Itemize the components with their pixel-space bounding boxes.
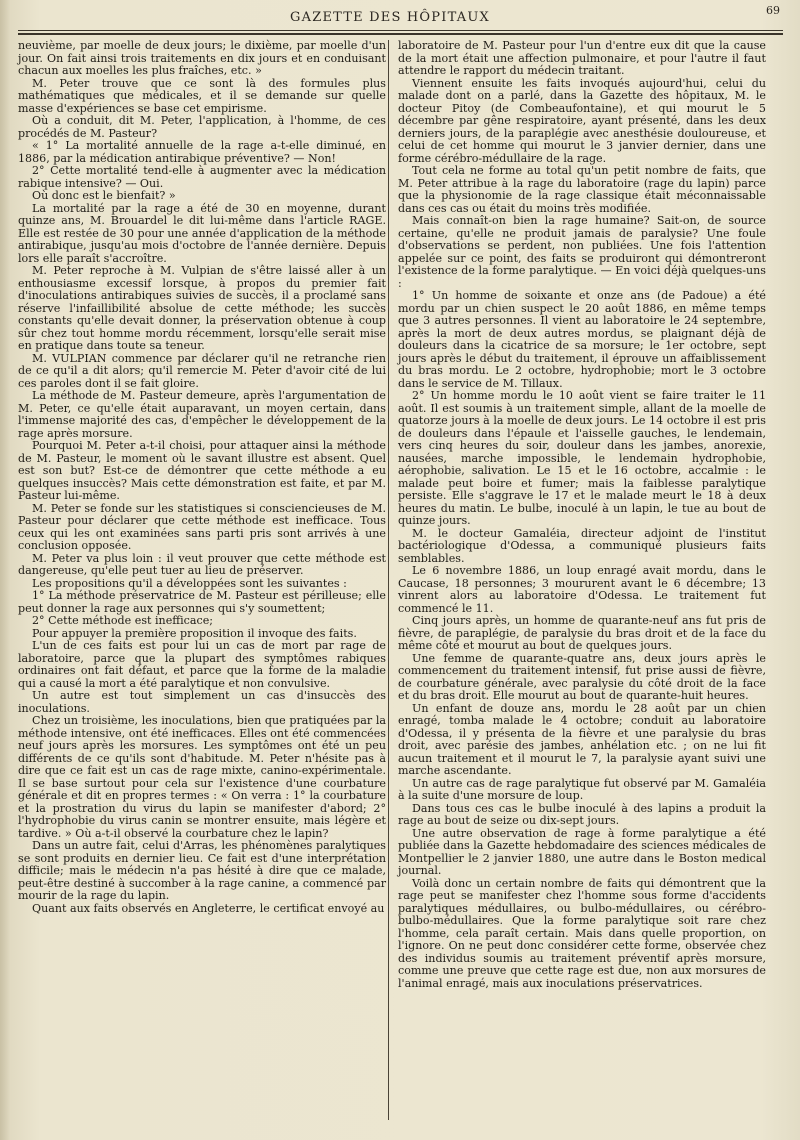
right-text-column	[398, 40, 766, 990]
paragraph: Chez un troisième, les inoculations, bien que pratiquées par la méthode intensive, ont été inefficaces. Elles ont été commencées neuf jours après les morsures. Les symptômes ont été un peu différents de ce qu'ils sont d'habitude. M. Peter n'hésite pas à dire que ce fait est un cas de rage mixte, canino-expérimentale. Il se base surtout pour cela sur l'existence d'une courbature générale et dit en propres termes : « On verra : 1° la courbature et la prostration du virus du lapin se manifester d'abord; 2° l'hydrophobie du virus canin se montrer ensuite, mais légère et tardive. » Où a-t-il observé la courbature chez le lapin?	[18, 714, 386, 840]
column-divider	[388, 40, 389, 1120]
paragraph: Cinq jours après, un homme de quarante-neuf ans fut pris de fièvre, de paraplégie, de paralysie du bras droit et de la face du même côté et mourut au bout de quelques jours.	[398, 614, 766, 652]
paragraph: Dans tous ces cas le bulbe inoculé à des lapins a produit la rage au bout de seize ou dix-sept jours.	[398, 801, 766, 827]
paragraph: 2° Cette méthode est inefficace;	[32, 614, 214, 627]
header-rule-thin	[18, 30, 783, 31]
paragraph: L'un de ces faits est pour lui un cas de mort par rage de laboratoire, parce que la plupart des symptômes rabiques ordinaires ont fait défaut, et parce que la forme de la maladie qui a causé la mort a été paralytique et non convulsive.	[18, 639, 386, 690]
header-rule-thick	[18, 33, 783, 35]
paragraph: Les propositions qu'il a développées sont les suivantes :	[32, 576, 347, 590]
paragraph: M. VULPIAN commence par déclarer qu'il ne retranche rien de ce qu'il a dit alors; qu'il remercie M. Peter d'avoir cité de lui ces paroles dont il se fait gloire.	[18, 351, 386, 390]
page-number: 69	[766, 4, 780, 17]
paragraph: 1° Un homme de soixante et onze ans (de Padoue) a été mordu par un chien suspect le 20 août 1886, en même temps que 3 autres personnes. Il vient au laboratoire le 24 septembre, après la mort de deux autres mordus, se plaignant déjà de douleurs dans la cicatrice de sa morsure; le 1er octobre, sept jours après le début du traitement, il éprouve un affaiblissement du bras mordu. Le 2 octobre, hydrophobie; mort le 3 octobre dans le service de M. Tillaux.	[398, 289, 766, 390]
paragraph: M. Peter trouve que ce sont là des formules plus mathématiques que médicales, et il se demande sur quelle masse d'expériences se base cet empirisme.	[18, 76, 386, 115]
paragraph: M. Peter reproche à M. Vulpian de s'être laissé aller à un enthousiasme excessif lorsque, à propos du premier fait d'inoculations antirabiques suivies de succès, il a proclamé sans réserve l'infaillibilité absolue de cette méthode; les succès constants qu'elle devait donner, la préservation obtenue à coup sûr chez tout homme mordu récemment, lorsqu'elle serait mise en pratique dans toute sa teneur.	[18, 264, 386, 352]
paragraph: 2° Un homme mordu le 10 août vient se faire traiter le 11 août. Il est soumis à un traitement simple, allant de la moelle de quatorze jours à la moelle de deux jours. Le 14 octobre il est pris de douleurs dans l'épaule et l'aisselle gauches, le lendemain, vers cinq heures du soir, douleur dans les jambes, anorexie, nausées, marche impossible, le lendemain hydrophobie, aérophobie, salivation. Le 15 et le 16 octobre, accalmie : le malade peut boire et fumer; mais la faiblesse paralytique persiste. Elle s'aggrave le 17 et le malade meurt le 18 à deux heures du matin. Le bulbe, inoculé à un lapin, le tue au bout de quinze jours.	[398, 389, 766, 527]
paragraph: Pour appuyer la première proposition il invoque des faits.	[32, 626, 357, 640]
paragraph: Une autre observation de rage à forme paralytique a été publiée dans la Gazette hebdomadaire des sciences médicales de Montpellier le 2 janvier 1880, une autre dans le Boston medical journal.	[398, 826, 766, 877]
paragraph: « 1° La mortalité annuelle de la rage a-t-elle diminué, en 1886, par la médication antirabique préventive? — Non!	[18, 139, 386, 165]
paragraph: Tout cela ne forme au total qu'un petit nombre de faits, que M. Peter attribue à la rage du laboratoire (rage du lapin) parce que la physionomie de la rage classique était méconnaissable dans ces cas ou était du moins très modifiée.	[398, 164, 766, 215]
paragraph: Voilà donc un certain nombre de faits qui démontrent que la rage peut se manifester chez l'homme sous forme d'accidents paralytiques médullaires, ou bulbo-médullaires, ou cérébro-bulbo-médullaires. Que la forme paralytique soit rare chez l'homme, cela paraît certain. Mais dans quelle proportion, on l'ignore. On ne peut donc considérer cette forme, observée chez des individus soumis au traitement préventif après morsure, comme une preuve que cette rage est due, non aux morsures de l'animal enragé, mais aux inoculations préservatrices.	[398, 876, 766, 990]
paragraph: Le 6 novembre 1886, un loup enragé avait mordu, dans le Caucase, 18 personnes; 3 moururent avant le 6 décembre; 13 vinrent alors au laboratoire d'Odessa. Le traitement fut commencé le 11.	[398, 564, 766, 615]
paragraph: M. Peter va plus loin : il veut prouver que cette méthode est dangereuse, qu'elle peut tuer au lieu de préserver.	[18, 551, 386, 577]
paragraph: 1° La méthode préservatrice de M. Pasteur est périlleuse; elle peut donner la rage aux personnes qui s'y soumettent;	[18, 589, 386, 615]
paragraph: M. le docteur Gamaléia, directeur adjoint de l'institut bactériologique d'Odessa, a communiqué plusieurs faits semblables.	[398, 526, 766, 565]
paragraph: Une femme de quarante-quatre ans, deux jours après le commencement du traitement intensif, fut prise aussi de fièvre, de courbature générale, avec paralysie du côté droit de la face et du bras droit. Elle mourut au bout de quarante-huit heures.	[398, 651, 766, 702]
paragraph: Où a conduit, dit M. Peter, l'application, à l'homme, de ces procédés de M. Pasteur?	[18, 114, 386, 140]
paragraph: Quant aux faits observés en Angleterre, le certificat envoyé au	[32, 901, 385, 915]
paragraph: Dans un autre fait, celui d'Arras, les phénomènes paralytiques se sont produits en dernier lieu. Ce fait est d'une interprétation difficile; mais le médecin n'a pas hésité à dire que ce malade, peut-être destiné à succomber à la rage canine, a commencé par mourir de la rage du lapin.	[18, 839, 386, 902]
paragraph: Où donc est le bienfait? »	[32, 189, 176, 202]
paragraph: laboratoire de M. Pasteur pour l'un d'entre eux dit que la cause de la mort était une affection pulmonaire, et pour l'autre il faut attendre le rapport du médecin traitant.	[398, 39, 766, 77]
paragraph: Un enfant de douze ans, mordu le 28 août par un chien enragé, tomba malade le 4 octobre; conduit au laboratoire d'Odessa, il y présenta de la fièvre et une paralysie du bras droit, avec parésie des jambes, anhélation etc. ; on ne lui fit aucun traitement et il mourut le 7, la paralysie ayant suivi une marche ascendante.	[398, 701, 766, 777]
paragraph: La mortalité par la rage a été de 30 en moyenne, durant quinze ans, M. Brouardel le dit lui-même dans l'article RAGE. Elle est restée de 30 pour une année d'application de la méthode antirabique, jusqu'au mois d'octobre de l'année dernière. Depuis lors elle paraît s'accroître.	[18, 201, 386, 265]
paragraph: 2° Cette mortalité tend-elle à augmenter avec la médication rabique intensive? — Oui.	[18, 164, 386, 190]
running-title: GAZETTE DES HÔPITAUX	[290, 10, 490, 25]
paragraph: neuvième, par moelle de deux jours; le dixième, par moelle d'un jour. On fait ainsi trois traitements en dix jours et en conduisant chacun aux moelles les plus fraîches, etc. »	[18, 39, 386, 77]
paragraph: Pourquoi M. Peter a-t-il choisi, pour attaquer ainsi la méthode de M. Pasteur, le moment où le savant illustre est absent. Quel est son but? Est-ce de démontrer que cette méthode a eu quelques insuccès? Mais cette démonstration est faite, et par M. Pasteur lui-même.	[18, 439, 386, 502]
left-text-column	[18, 40, 386, 915]
paragraph: Viennent ensuite les faits invoqués aujourd'hui, celui du malade dont on a parlé, dans la Gazette des hôpitaux, M. le docteur Pitoy (de Combeaufontaine), et qui mourut le 5 décembre par gêne respiratoire, ayant présenté, dans les deux derniers jours, de la paraplégie avec anesthésie douloureuse, et celui de cet homme qui mourut le 3 janvier dernier, dans une forme cérébro-médullaire de la rage.	[398, 76, 766, 165]
paragraph: M. Peter se fonde sur les statistiques si consciencieuses de M. Pasteur pour déclarer que cette méthode est inefficace. Tous ceux qui les ont examinées sans parti pris sont arrivés à une conclusion opposée.	[18, 501, 386, 552]
page-binding-shadow	[0, 0, 10, 1140]
paragraph: Un autre cas de rage paralytique fut observé par M. Gamaléia à la suite d'une morsure de loup.	[398, 776, 766, 802]
paragraph: Mais connaît-on bien la rage humaine? Sait-on, de source certaine, qu'elle ne produit jamais de paralysie? Une foule d'observations se perdent, non publiées. Une fois l'attention appelée sur ce point, des faits se produiront qui démontreront l'existence de la forme paralytique. — En voici déjà quelques-uns :	[398, 214, 766, 290]
paragraph: Un autre est tout simplement un cas d'insuccès des inoculations.	[18, 689, 386, 715]
paragraph: La méthode de M. Pasteur demeure, après l'argumentation de M. Peter, ce qu'elle était auparavant, un moyen certain, dans l'immense majorité des cas, d'empêcher le développement de la rage après morsure.	[18, 389, 386, 440]
